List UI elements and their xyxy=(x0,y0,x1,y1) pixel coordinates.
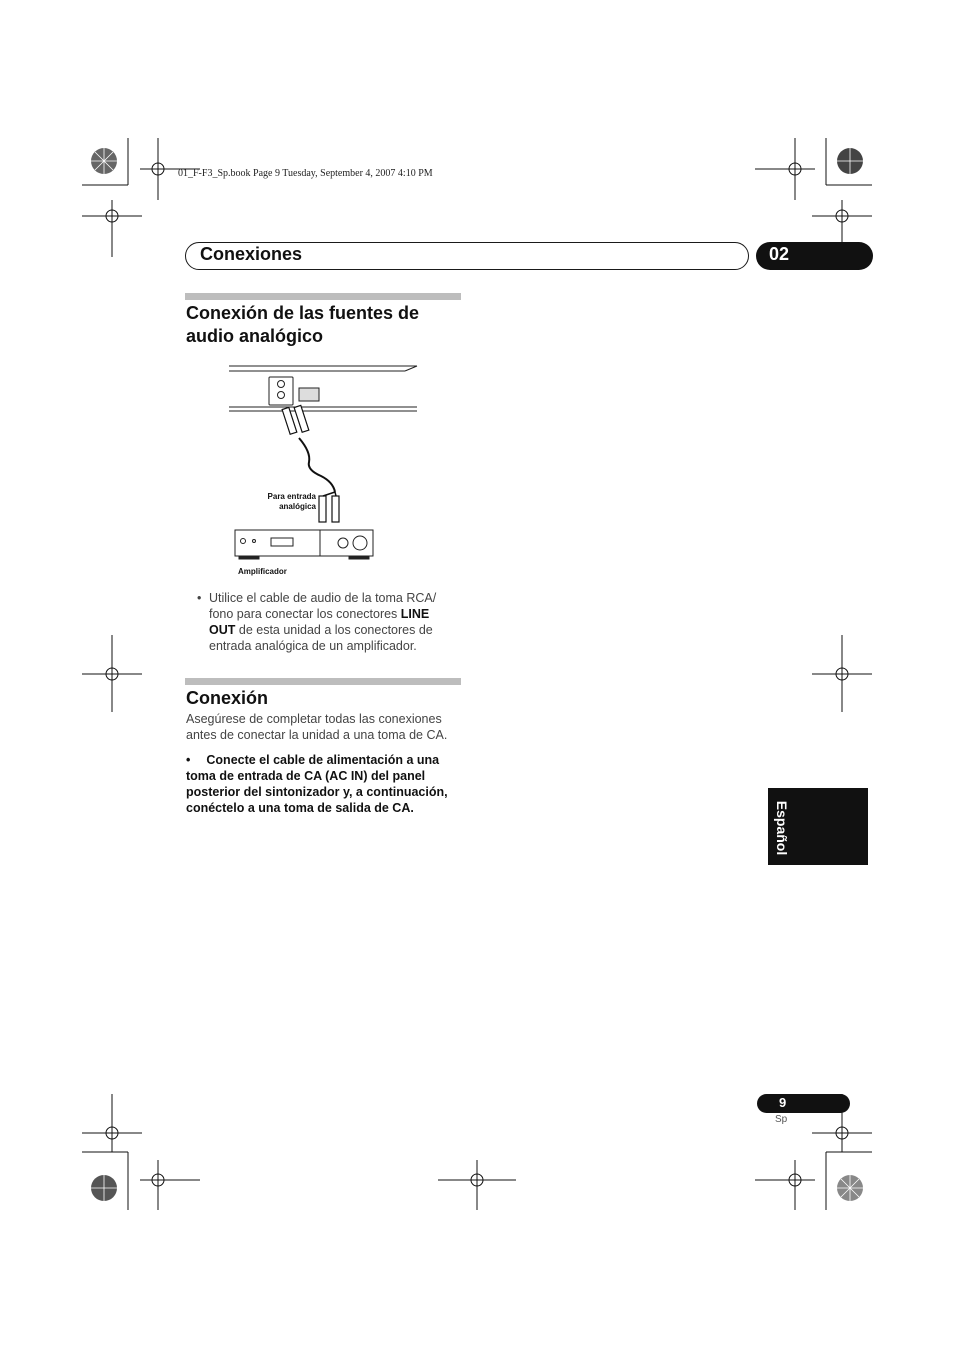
section-heading: Conexión xyxy=(186,688,269,708)
chapter-title: Conexiones xyxy=(200,244,303,264)
diagram-label-amplifier: Amplificador xyxy=(238,567,287,576)
page-language-code: Sp xyxy=(775,1114,788,1125)
section-divider xyxy=(185,293,461,300)
print-slug-line: 01_F-F3_Sp.book Page 9 Tuesday, September 4, 2007 4:10 PM xyxy=(178,168,433,179)
page-number-badge xyxy=(757,1094,850,1113)
section-divider xyxy=(185,678,461,685)
diagram-label-input: Para entrada analógica xyxy=(267,492,316,511)
audio-cable xyxy=(299,438,335,492)
step-instruction: • Conecte el cable de alimentación a una toma de entrada de CA (AC IN) del panel posterior del sintonizador y, a continuación, conéctelo a una toma de salida de CA. xyxy=(186,753,448,815)
language-tab-label: Español xyxy=(774,800,790,856)
bullet-paragraph: Utilice el cable de audio de la toma RCA/ fono para conectar los conectores LINE OUT de esta unidad a los conectores de entrada analógica de un amplificador. xyxy=(209,591,437,653)
connection-diagram xyxy=(225,362,425,582)
intro-paragraph: Asegúrese de completar todas las conexiones antes de conectar la unidad a una toma de CA. xyxy=(186,712,448,742)
section-heading: Conexión de las fuentes de audio analógico xyxy=(186,303,420,346)
page-number: 9 xyxy=(779,1095,787,1110)
chapter-number: 02 xyxy=(769,244,790,264)
bullet-marker: • xyxy=(197,591,202,605)
